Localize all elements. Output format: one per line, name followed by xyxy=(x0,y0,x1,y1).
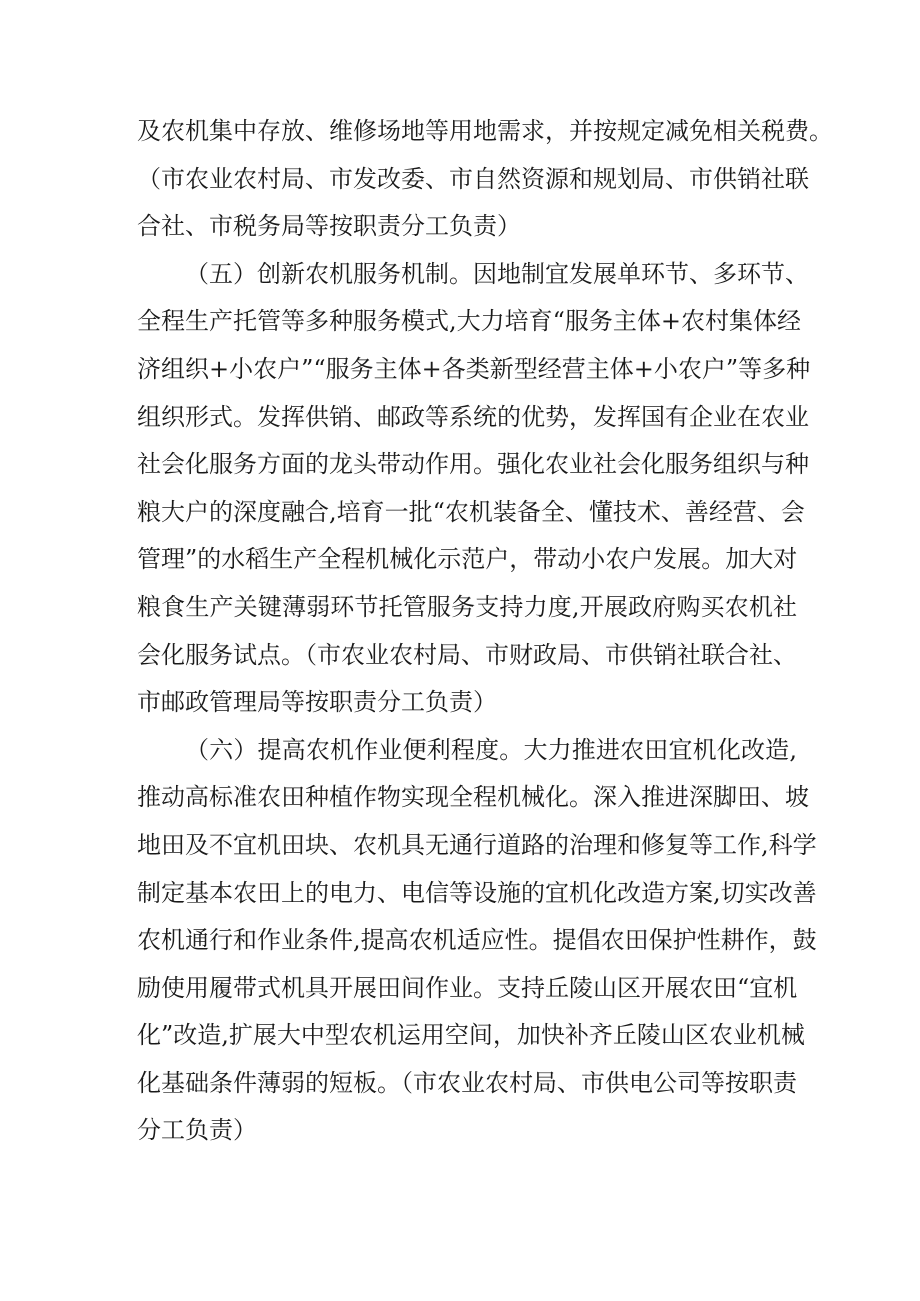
text-line: 农机通行和作业条件,提高农机适应性。提倡农田保护性耕作，鼓 xyxy=(137,926,817,955)
text-line: 粮食生产关键薄弱环节托管服务支持力度,开展政府购买农机社 xyxy=(137,592,797,621)
text-line: 合社、市税务局等按职责分工负责） xyxy=(137,212,521,241)
text-line: 及农机集中存放、维修场地等用地需求，并按规定减免相关税费。 xyxy=(137,117,833,145)
paragraph-section-5 xyxy=(137,251,811,727)
section-5-heading-line: （五）创新农机服务机制。因地制宜发展单环节、多环节、 xyxy=(185,259,809,288)
text-line: （市农业农村局、市发改委、市自然资源和规划局、市供销社联 xyxy=(137,164,809,193)
text-line: 会化服务试点。（市农业农村局、市财政局、市供销社联合社、 xyxy=(137,640,797,669)
text-line: 分工负责） xyxy=(137,1116,257,1145)
text-line: 济组织+小农户”“服务主体+各类新型经营主体+小农户”等多种 xyxy=(137,354,811,383)
body-text xyxy=(137,108,833,1155)
text-line: 推动高标准农田种植作物实现全程机械化。深入推进深脚田、坡 xyxy=(137,783,809,812)
text-line: 组织形式。发挥供销、邮政等系统的优势，发挥国有企业在农业 xyxy=(137,402,809,431)
text-line: 化”改造,扩展大中型农机运用空间，加快补齐丘陵山区农业机械 xyxy=(137,1021,805,1050)
section-6-heading-line: （六）提高农机作业便利程度。大力推进农田宜机化改造, xyxy=(185,735,797,764)
text-line: 全程生产托管等多种服务模式,大力培育“服务主体+农村集体经 xyxy=(137,307,802,336)
text-line: 市邮政管理局等按职责分工负责） xyxy=(137,688,497,717)
paragraph-section-6 xyxy=(137,727,817,1155)
text-line: 管理”的水稻生产全程机械化示范户，带动小农户发展。加大对 xyxy=(137,545,798,574)
text-line: 制定基本农田上的电力、电信等设施的宜机化改造方案,切实改善 xyxy=(137,878,817,907)
text-line: 化基础条件薄弱的短板。（市农业农村局、市供电公司等按职责 xyxy=(137,1068,797,1097)
text-line: 社会化服务方面的龙头带动作用。强化农业社会化服务组织与种 xyxy=(137,450,809,479)
text-line: 地田及不宜机田块、农机具无通行道路的治理和修复等工作,科学 xyxy=(137,830,817,859)
text-line: 励使用履带式机具开展田间作业。支持丘陵山区开展农田“宜机 xyxy=(137,973,798,1002)
text-line: 粮大户的深度融合,培育一批“农机装备全、懂技术、善经营、会 xyxy=(137,497,805,526)
paragraph-land-tax xyxy=(137,108,833,251)
